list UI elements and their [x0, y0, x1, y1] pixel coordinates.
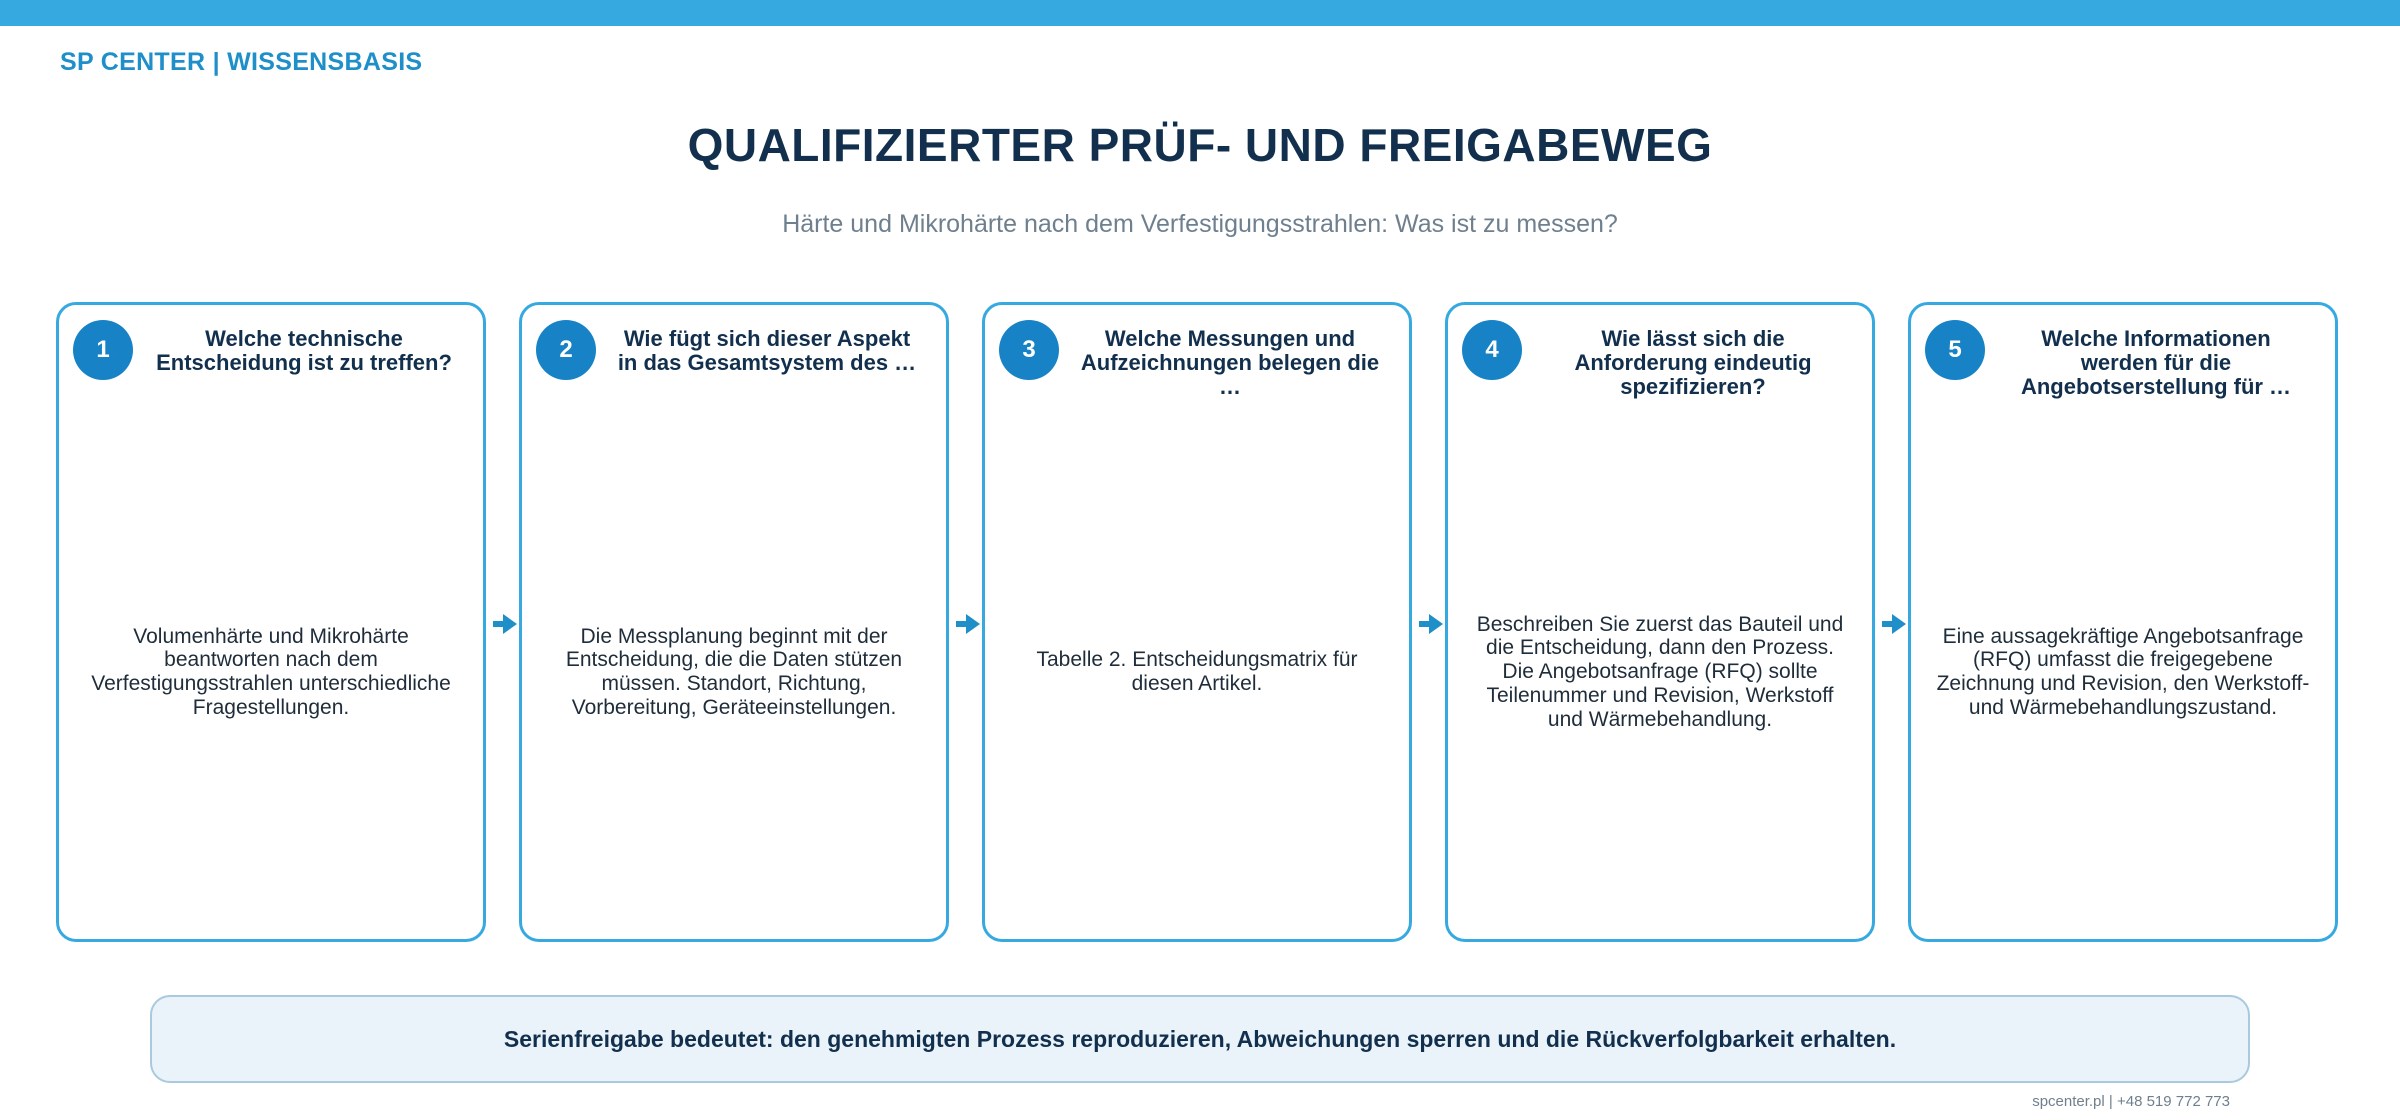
arrow-right-icon — [1419, 612, 1443, 636]
step-card-4 — [1445, 302, 1875, 942]
step-card-5 — [1908, 302, 2338, 942]
step-description: Beschreiben Sie zuerst das Bauteil und die Entscheidung, dann den Prozess. Die Angebotsanfrage (RFQ) sollte Teilenummer und Revision, Werkstoff und Wärmebehandlung. — [1476, 612, 1844, 731]
step-description: Volumenhärte und Mikrohärte beantworten nach dem Verfestigungsstrahlen unterschiedliche Fragestellungen. — [91, 624, 451, 719]
step-title: Welche technische Entscheidung ist zu treffen? — [156, 326, 452, 376]
step-number-badge: 2 — [536, 320, 596, 380]
arrow-right-icon — [493, 612, 517, 636]
step-number-badge: 1 — [73, 320, 133, 380]
step-card-2 — [519, 302, 949, 942]
page-subtitle: Härte und Mikrohärte nach dem Verfestigungsstrahlen: Was ist zu messen? — [782, 210, 1618, 238]
footer-statement — [150, 995, 2250, 1083]
step-description: Tabelle 2. Entscheidungsmatrix für diesen Artikel. — [1036, 648, 1358, 695]
step-title: Wie lässt sich die Anforderung eindeutig spezifizieren? — [1574, 326, 1812, 400]
brand-header: SP CENTER | WISSENSBASIS — [60, 48, 423, 76]
contact-info: spcenter.pl | +48 519 772 773 — [2032, 1093, 2230, 1110]
arrow-right-icon — [1882, 612, 1906, 636]
step-number-badge: 4 — [1462, 320, 1522, 380]
step-number-badge: 3 — [999, 320, 1059, 380]
footer-statement-text: Serienfreigabe bedeutet: den genehmigten Prozess reproduzieren, Abweichungen sperren und die Rückverfolgbarkeit erhalten. — [503, 1025, 1897, 1052]
arrow-right-icon — [956, 612, 980, 636]
step-title: Welche Informationen werden für die Angebotserstellung für … — [2020, 326, 2292, 400]
step-title: Wie fügt sich dieser Aspekt in das Gesamtsystem des … — [617, 326, 917, 376]
step-card-1 — [56, 302, 486, 942]
page-title: QUALIFIZIERTER PRÜF- UND FREIGABEWEG — [687, 119, 1713, 171]
step-number-badge: 5 — [1925, 320, 1985, 380]
step-description: Die Messplanung beginnt mit der Entscheidung, die die Daten stützen müssen. Standort, Richtung, Vorbereitung, Geräteeinstellungen. — [565, 624, 903, 719]
step-card-3 — [982, 302, 1412, 942]
step-title: Welche Messungen und Aufzeichnungen belegen die … — [1080, 326, 1380, 400]
top-accent-bar — [0, 0, 2400, 26]
step-description: Eine aussagekräftige Angebotsanfrage (RFQ) umfasst die freigegebene Zeichnung und Revision, den Werkstoff- und Wärmebehandlungszustand. — [1936, 624, 2310, 719]
